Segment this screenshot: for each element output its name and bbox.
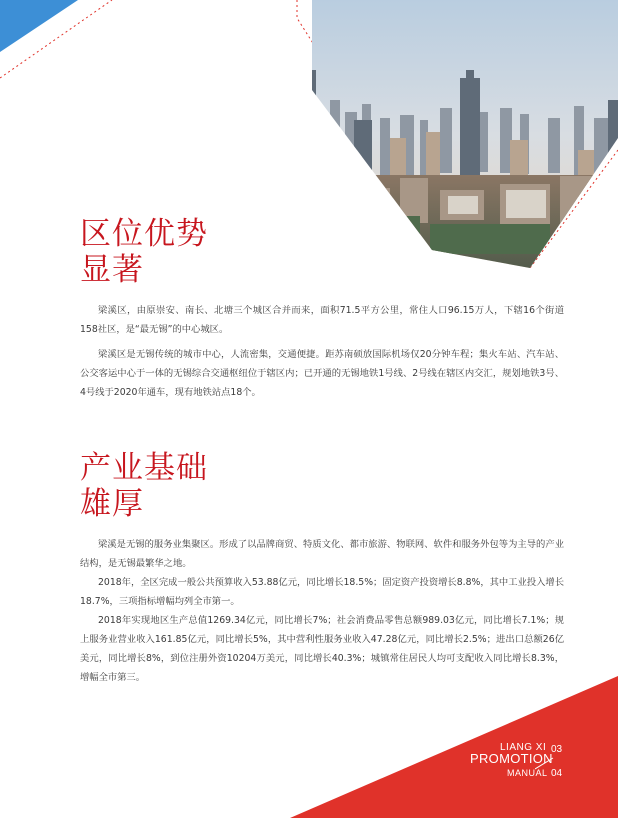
brand-line-liang-xi: LIANG XI [500,742,547,753]
brand-line-promotion: PROMOTION [470,751,553,766]
title-line-2: 显著 [80,252,144,288]
paragraph: 2018年实现地区生产总值1269.34亿元，同比增长7%；社会消费品零售总额989.03亿元，同比增长7.1%；规上服务业营业收入161.85亿元，同比增长5%，其中营利性服务业收入47.28亿元，同比增长2.5%；进出口总额26亿美元，同比增长8%，到位注册外资10204万美元，同比增长40.3%；城镇常住居民人均可支配收入同比增长8.3%，增幅全市第三。 [80,615,564,683]
page-number-left: 03 [551,744,563,755]
section-title-location-advantage [80,216,208,288]
title-line-2: 雄厚 [80,486,144,522]
paragraph: 梁溪区，由原崇安、南长、北塘三个城区合并而来，面积71.5平方公里，常住人口96.15万人，下辖16个街道158社区，是“最无锡”的中心城区。 [80,305,564,335]
page-number-right: 04 [551,768,563,779]
brand-line-manual: MANUAL [507,768,548,778]
paragraph: 梁溪区是无锡传统的城市中心，人流密集，交通便捷。距苏南硕放国际机场仅20分钟车程；集火车站、汽车站、公交客运中心于一体的无锡综合交通枢纽位于辖区内；已开通的无锡地铁1号线、2号线在辖区内交汇，规划地铁3号、4号线于2020年通车，现有地铁站点18个。 [80,349,564,398]
paragraph: 梁溪是无锡的服务业集聚区。形成了以品牌商贸、特质文化、都市旅游、物联网、软件和服务外包等为主导的产业结构，是无锡最繁华之地。 [80,539,564,569]
title-line-1: 产业基础 [80,450,208,486]
section-title-industry-foundation [80,450,208,522]
title-line-1: 区位优势 [80,216,208,252]
paragraph: 2018年，全区完成一般公共预算收入53.88亿元，同比增长18.5%；固定资产投资增长8.8%，其中工业投入增长18.7%，三项指标增幅均列全市第一。 [80,577,565,607]
